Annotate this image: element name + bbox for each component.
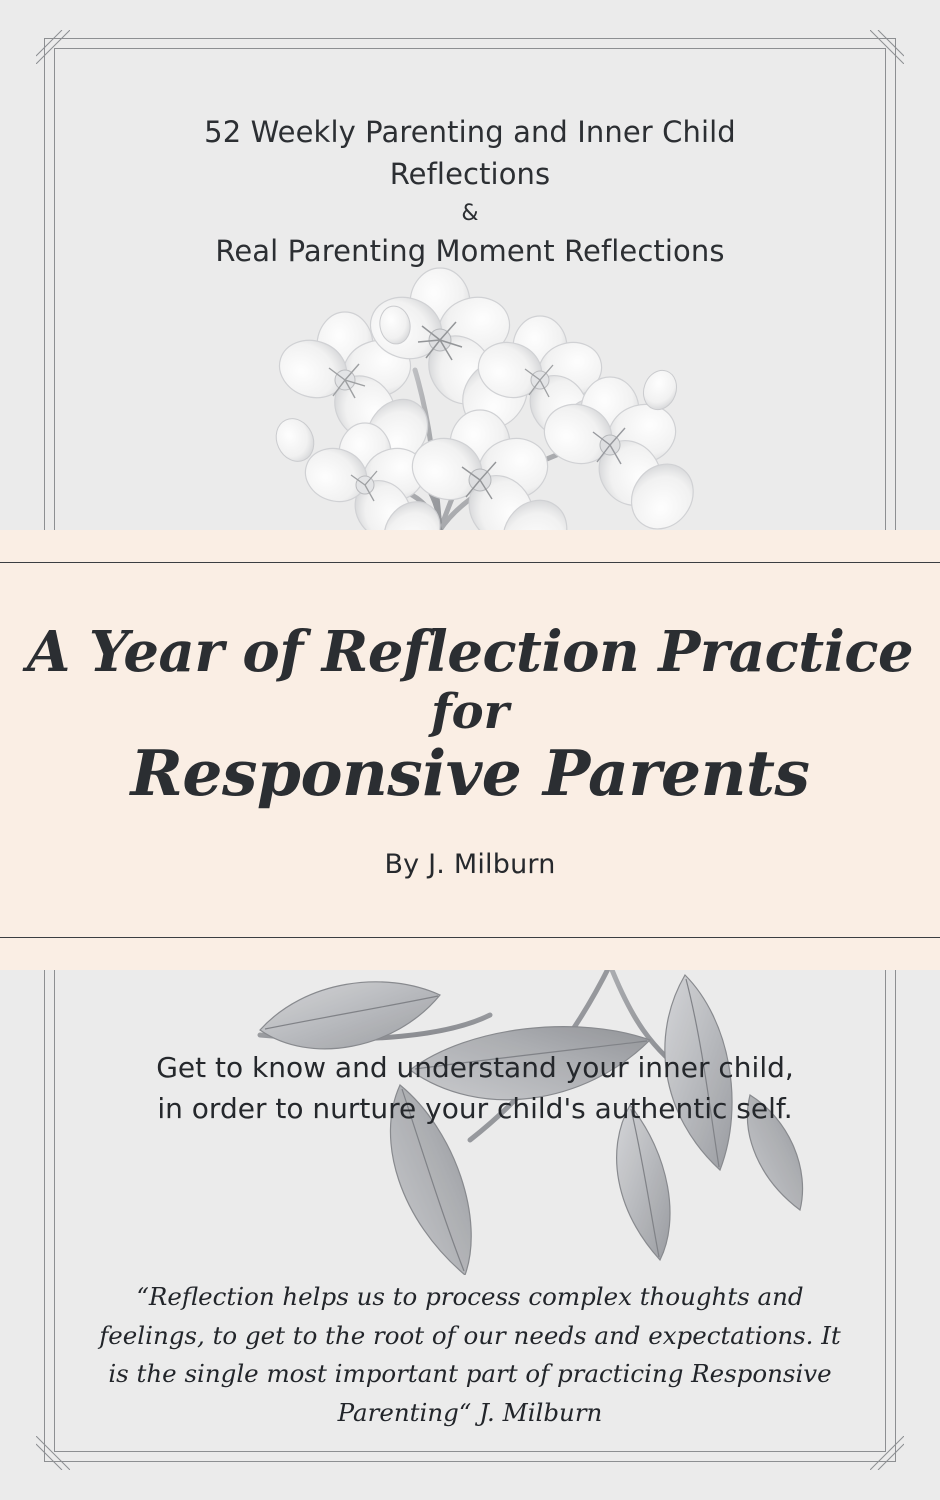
cover-subject-heading [0,112,940,272]
corner-ornament-icon [36,1436,70,1470]
page-title-line-3: Responsive Parents [130,736,810,810]
band-rule-bottom [0,937,940,938]
cherry-blossom-cluster-illustration [140,230,760,560]
corner-ornament-icon [870,1436,904,1470]
heading-line-1: 52 Weekly Parenting and Inner Child Reflections [204,115,736,191]
page-title-line-1: A Year of Reflection Practice [26,619,914,685]
corner-ornament-icon [870,30,904,64]
corner-ornament-icon [36,30,70,64]
author-byline: By J. Milburn [384,849,556,880]
heading-line-2: Real Parenting Moment Reflections [215,233,725,268]
title-band [0,530,940,970]
cover-subtitle: Get to know and understand your inner child, in order to nurture your child's authentic self. [156,1051,794,1125]
heading-ampersand: & [461,200,479,226]
band-rule-top [0,562,940,563]
page-title-line-2: for [431,684,509,740]
cover-quote: “Reflection helps us to process complex thoughts and feelings, to get to the root of our needs and expectations. It is the single most important part of practicing Responsive Parenting“ J. Milburn [99,1282,841,1428]
